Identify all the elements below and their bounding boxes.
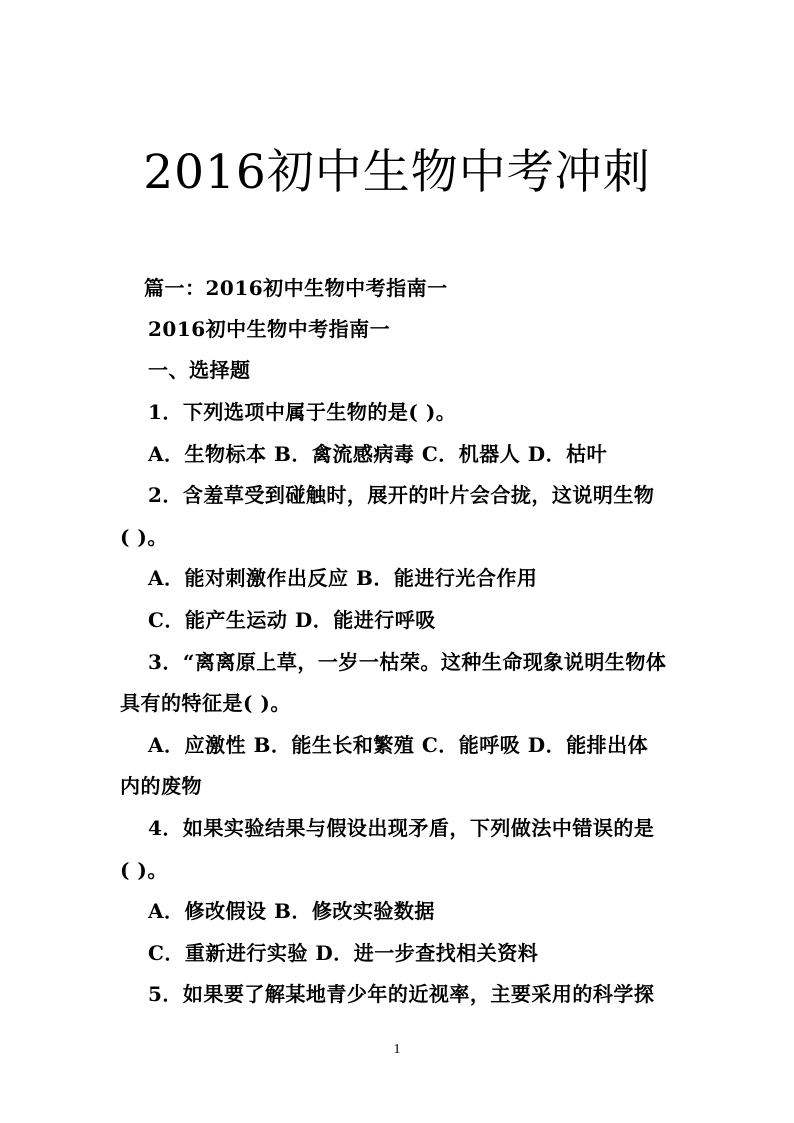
- section-heading: 篇一：2016初中生物中考指南一: [144, 276, 448, 300]
- question-3-options-continued: 内的废物: [120, 774, 202, 798]
- question-3-options: A．应激性 B．能生长和繁殖 C．能呼吸 D．能排出体: [148, 733, 649, 757]
- page-number: 1: [393, 1042, 401, 1057]
- question-3-continued: 具有的特征是( )。: [120, 691, 291, 715]
- question-4: 4．如果实验结果与假设出现矛盾，下列做法中错误的是: [148, 816, 655, 840]
- question-2-options-c-d: C．能产生运动 D．能进行呼吸: [148, 608, 436, 632]
- question-2: 2．含羞草受到碰触时，展开的叶片会合拢，这说明生物: [148, 483, 655, 507]
- question-4-continued: ( )。: [120, 858, 168, 882]
- question-1-options: A．生物标本 B．禽流感病毒 C．机器人 D．枯叶: [148, 442, 608, 466]
- section-label: 一、选择题: [148, 358, 251, 382]
- question-3: 3．“离离原上草，一岁一枯荣。这种生命现象说明生物体: [148, 650, 667, 674]
- question-1: 1．下列选项中属于生物的是( )。: [148, 400, 457, 424]
- document-title: 2016初中生物中考冲刺: [143, 145, 651, 200]
- question-2-options-a-b: A．能对刺激作出反应 B．能进行光合作用: [148, 566, 538, 590]
- question-4-options-a-b: A．修改假设 B．修改实验数据: [148, 899, 435, 923]
- subtitle-line: 2016初中生物中考指南一: [148, 317, 391, 341]
- question-2-continued: ( )。: [120, 525, 168, 549]
- question-4-options-c-d: C．重新进行实验 D．进一步查找相关资料: [148, 941, 539, 965]
- question-5: 5．如果要了解某地青少年的近视率，主要采用的科学探: [148, 982, 655, 1006]
